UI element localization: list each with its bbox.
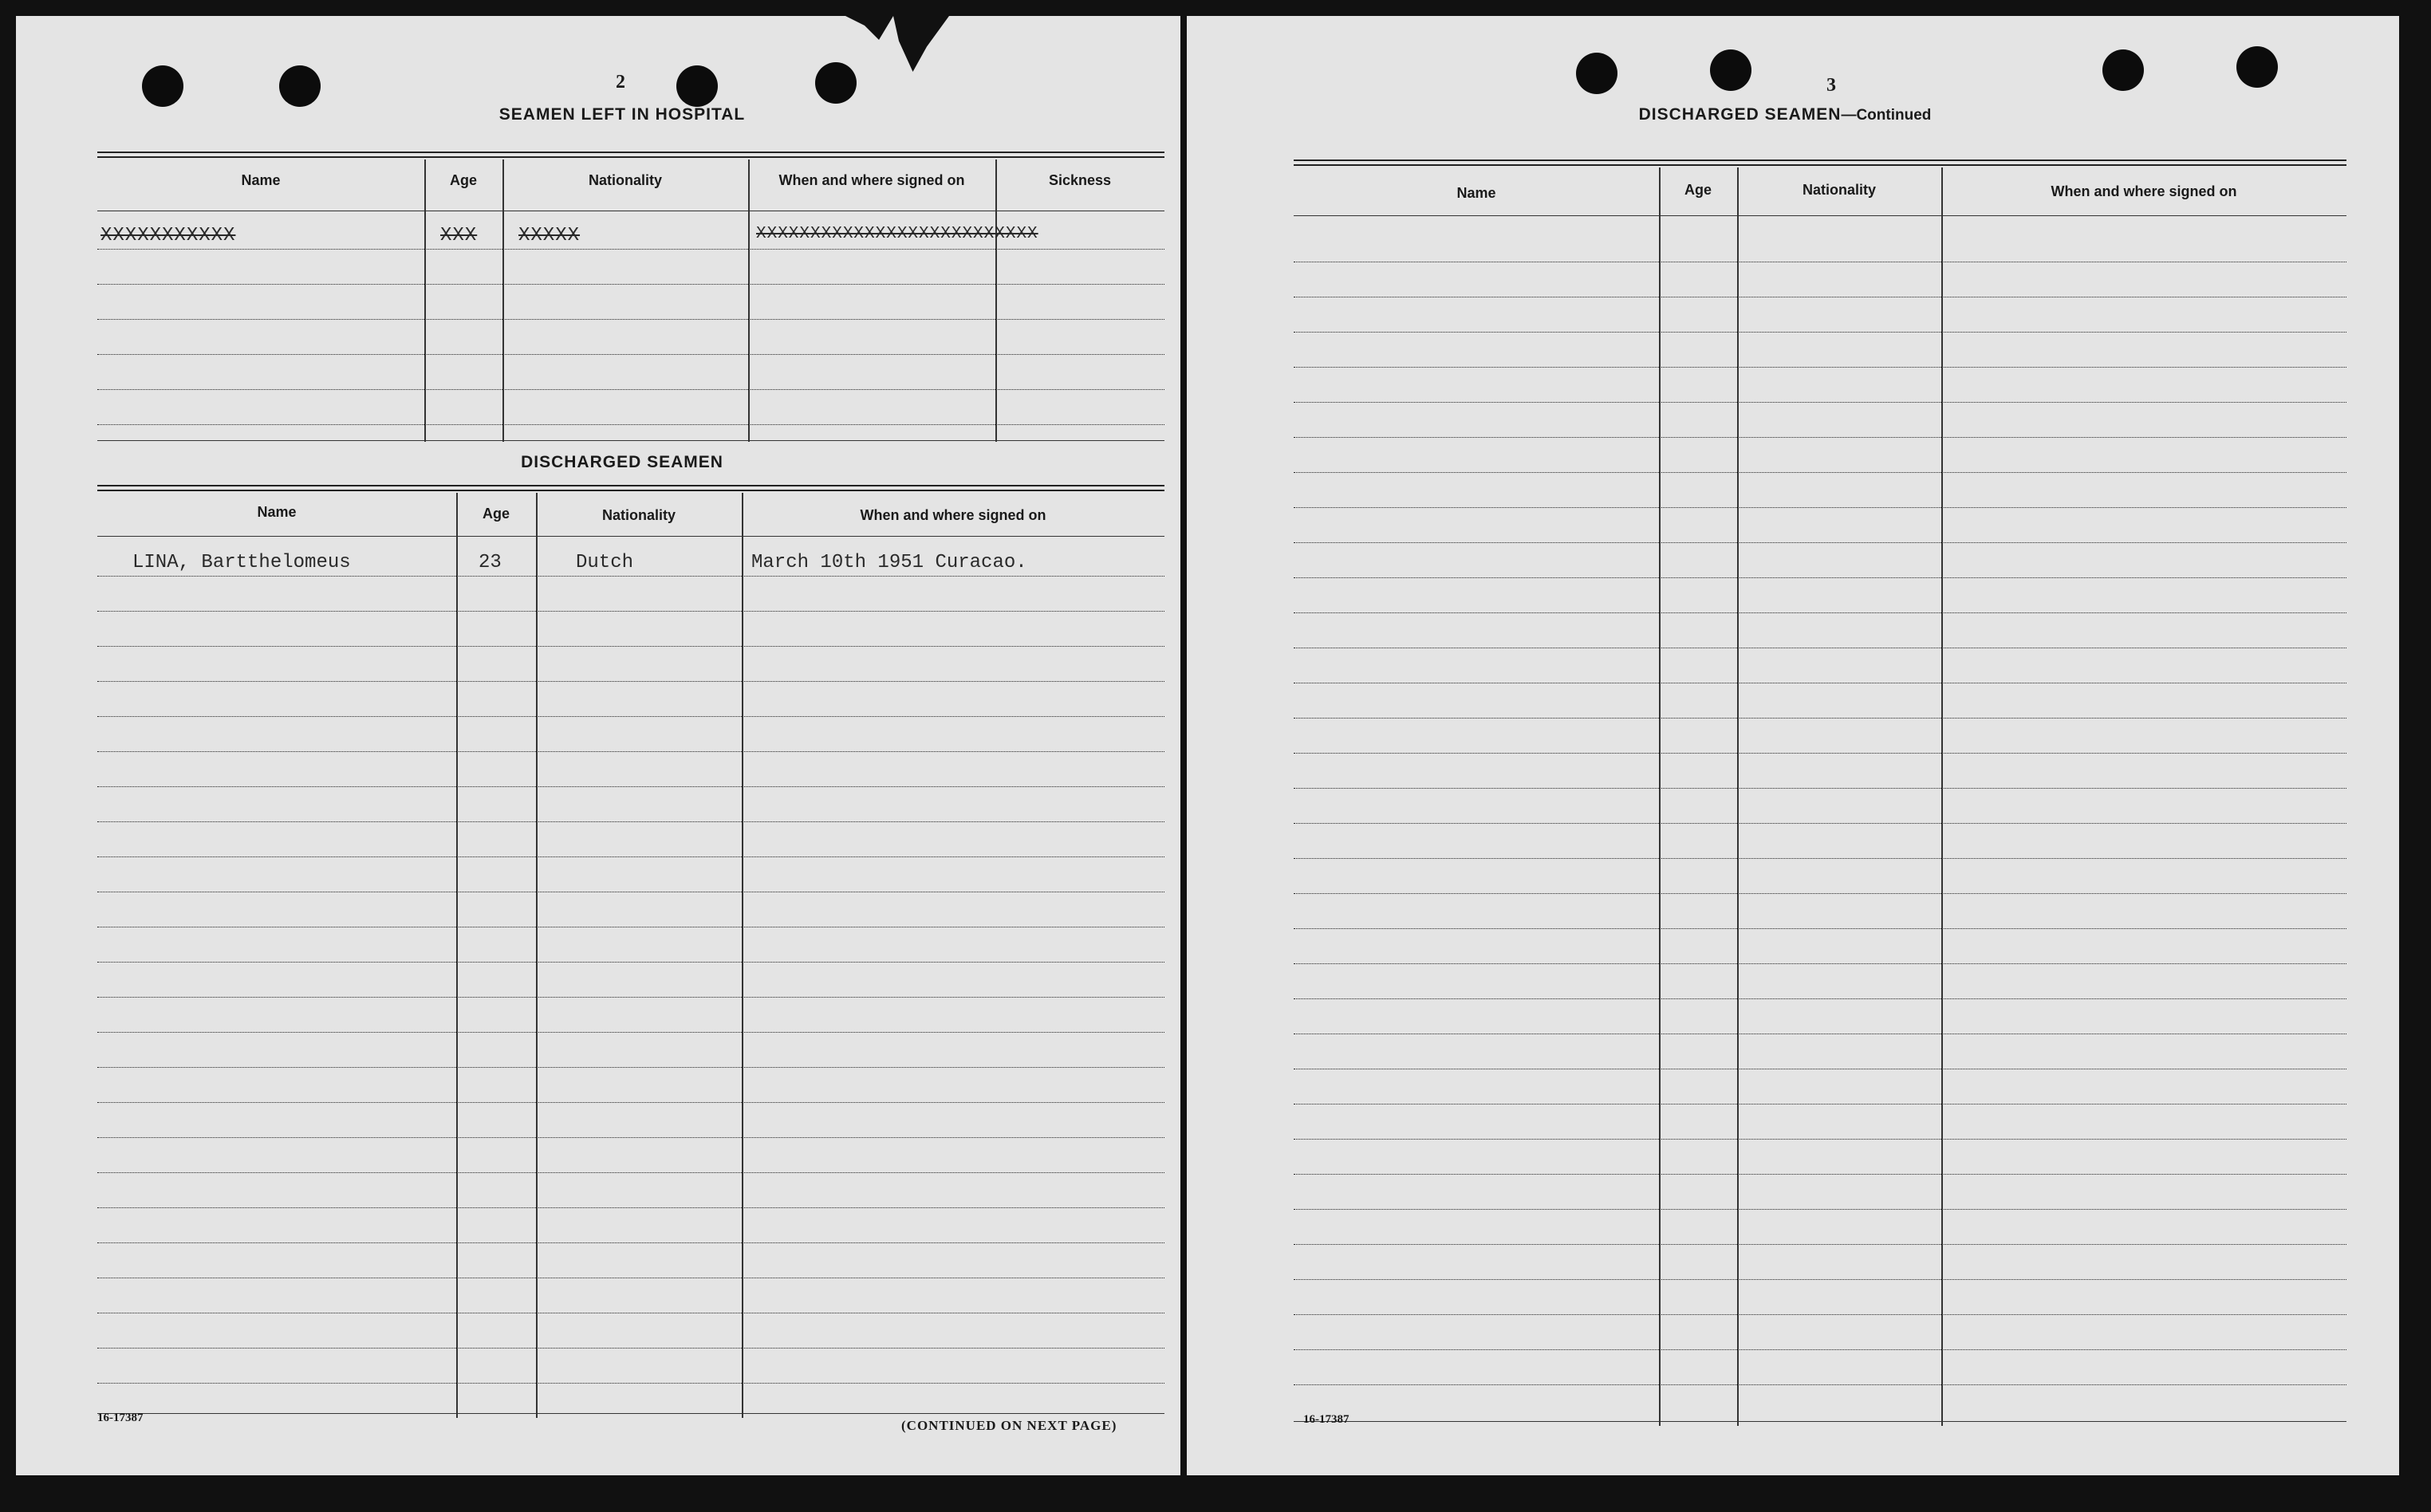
punch-hole-icon: [279, 65, 321, 107]
ruled-line: [1294, 1279, 2346, 1280]
ruled-line: [1294, 1314, 2346, 1315]
ruled-line: [97, 1137, 1164, 1138]
ruled-line: [1294, 788, 2346, 789]
hospital-table: [97, 136, 1164, 442]
ruled-line: [97, 1207, 1164, 1208]
ruled-line: [1294, 507, 2346, 508]
ruled-line: [1294, 1384, 2346, 1385]
column-header-age: Age: [449, 172, 477, 188]
ruled-line: [97, 1102, 1164, 1103]
ruled-line: [1294, 998, 2346, 999]
ruled-line: [97, 576, 1164, 577]
ruled-line: [97, 1348, 1164, 1349]
ruled-line: [97, 1383, 1164, 1384]
page-number: 3: [1826, 75, 1836, 96]
continued-note: (CONTINUED ON NEXT PAGE): [901, 1418, 1117, 1433]
ruled-line: [1294, 753, 2346, 754]
column-header-signed-on: When and where signed on: [860, 507, 1046, 523]
ruled-line: [1294, 612, 2346, 613]
ruled-line: [1294, 332, 2346, 333]
ruled-line: [1294, 928, 2346, 929]
column-header-nationality: Nationality: [1802, 182, 1876, 198]
discharged-section-title: DISCHARGED SEAMEN: [521, 453, 723, 471]
ruled-line: [97, 1172, 1164, 1173]
form-number: 16-17387: [97, 1412, 144, 1424]
column-header-age: Age: [1684, 182, 1712, 198]
section-title-text: DISCHARGED SEAMEN: [1638, 105, 1842, 124]
ruled-line: [1294, 963, 2346, 964]
ruled-line: [97, 681, 1164, 682]
discharged-signed-on-cell: March 10th 1951 Curacao.: [751, 552, 1027, 573]
punch-hole-icon: [676, 65, 718, 107]
hospital-age-cell: XXX: [440, 225, 478, 246]
ruled-line: [97, 997, 1164, 998]
discharged-name-cell: LINA, Bartthelomeus: [132, 552, 351, 573]
table-bottom-border: [1294, 1421, 2346, 1422]
torn-edge: [893, 16, 949, 72]
ruled-line: [1294, 577, 2346, 578]
ruled-line: [1294, 893, 2346, 894]
punch-hole-icon: [815, 62, 857, 104]
discharged-age-cell: 23: [479, 552, 502, 573]
ruled-line: [1294, 1244, 2346, 1245]
punch-hole-icon: [2102, 49, 2144, 91]
ruled-line: [1294, 718, 2346, 719]
hospital-section-title: SEAMEN LEFT IN HOSPITAL: [498, 105, 746, 124]
form-number: 16-17387: [1303, 1413, 1349, 1426]
ruled-line: [1294, 542, 2346, 543]
hospital-name-cell: XXXXXXXXXXX: [100, 225, 236, 246]
ruled-line: [1294, 472, 2346, 473]
discharged-nationality-cell: Dutch: [576, 552, 634, 573]
ruled-line: [1294, 437, 2346, 438]
torn-edge: [845, 16, 893, 40]
ruled-line: [1294, 1349, 2346, 1350]
discharged-table: [97, 463, 1164, 1419]
column-header-signed-on: When and where signed on: [778, 172, 965, 188]
section-title-suffix: —Continued: [1841, 107, 1932, 124]
ruled-line: [97, 1242, 1164, 1243]
column-header-age: Age: [482, 506, 510, 522]
ruled-line: [97, 962, 1164, 963]
ruled-line: [1294, 1209, 2346, 1210]
ruled-line: [97, 751, 1164, 752]
column-header-name: Name: [241, 172, 281, 188]
ruled-line: [97, 1032, 1164, 1033]
hospital-nationality-cell: XXXXX: [518, 225, 581, 246]
column-header-sickness: Sickness: [1048, 172, 1112, 188]
hospital-signed-on-cell: XXXXXXXXXXXXXXXXXXXXXXXXXX: [756, 225, 1038, 243]
column-header-nationality: Nationality: [588, 172, 662, 188]
column-header-name: Name: [1456, 185, 1496, 201]
column-header-nationality: Nationality: [601, 507, 676, 523]
ruled-line: [1294, 823, 2346, 824]
column-header-signed-on: When and where signed on: [2051, 183, 2237, 199]
discharged-continued-table: [1294, 144, 2346, 1427]
punch-hole-icon: [1710, 49, 1751, 91]
ruled-line: [97, 611, 1164, 612]
right-page: [1187, 16, 2399, 1475]
punch-hole-icon: [2236, 46, 2278, 88]
ruled-line: [97, 646, 1164, 647]
ruled-line: [1294, 367, 2346, 368]
page-number: 2: [616, 72, 625, 93]
ruled-line: [1294, 858, 2346, 859]
punch-hole-icon: [1576, 53, 1617, 94]
ruled-line: [97, 1067, 1164, 1068]
ruled-line: [97, 821, 1164, 822]
ruled-line: [97, 786, 1164, 787]
ruled-line: [97, 856, 1164, 857]
table-bottom-border: [97, 1413, 1164, 1414]
left-page: [16, 16, 1180, 1475]
punch-hole-icon: [142, 65, 183, 107]
column-header-name: Name: [257, 504, 297, 520]
ruled-line: [1294, 402, 2346, 403]
ruled-line: [1294, 1139, 2346, 1140]
ruled-line: [1294, 1174, 2346, 1175]
ruled-line: [97, 716, 1164, 717]
continued-section-title: [1187, 105, 2383, 124]
